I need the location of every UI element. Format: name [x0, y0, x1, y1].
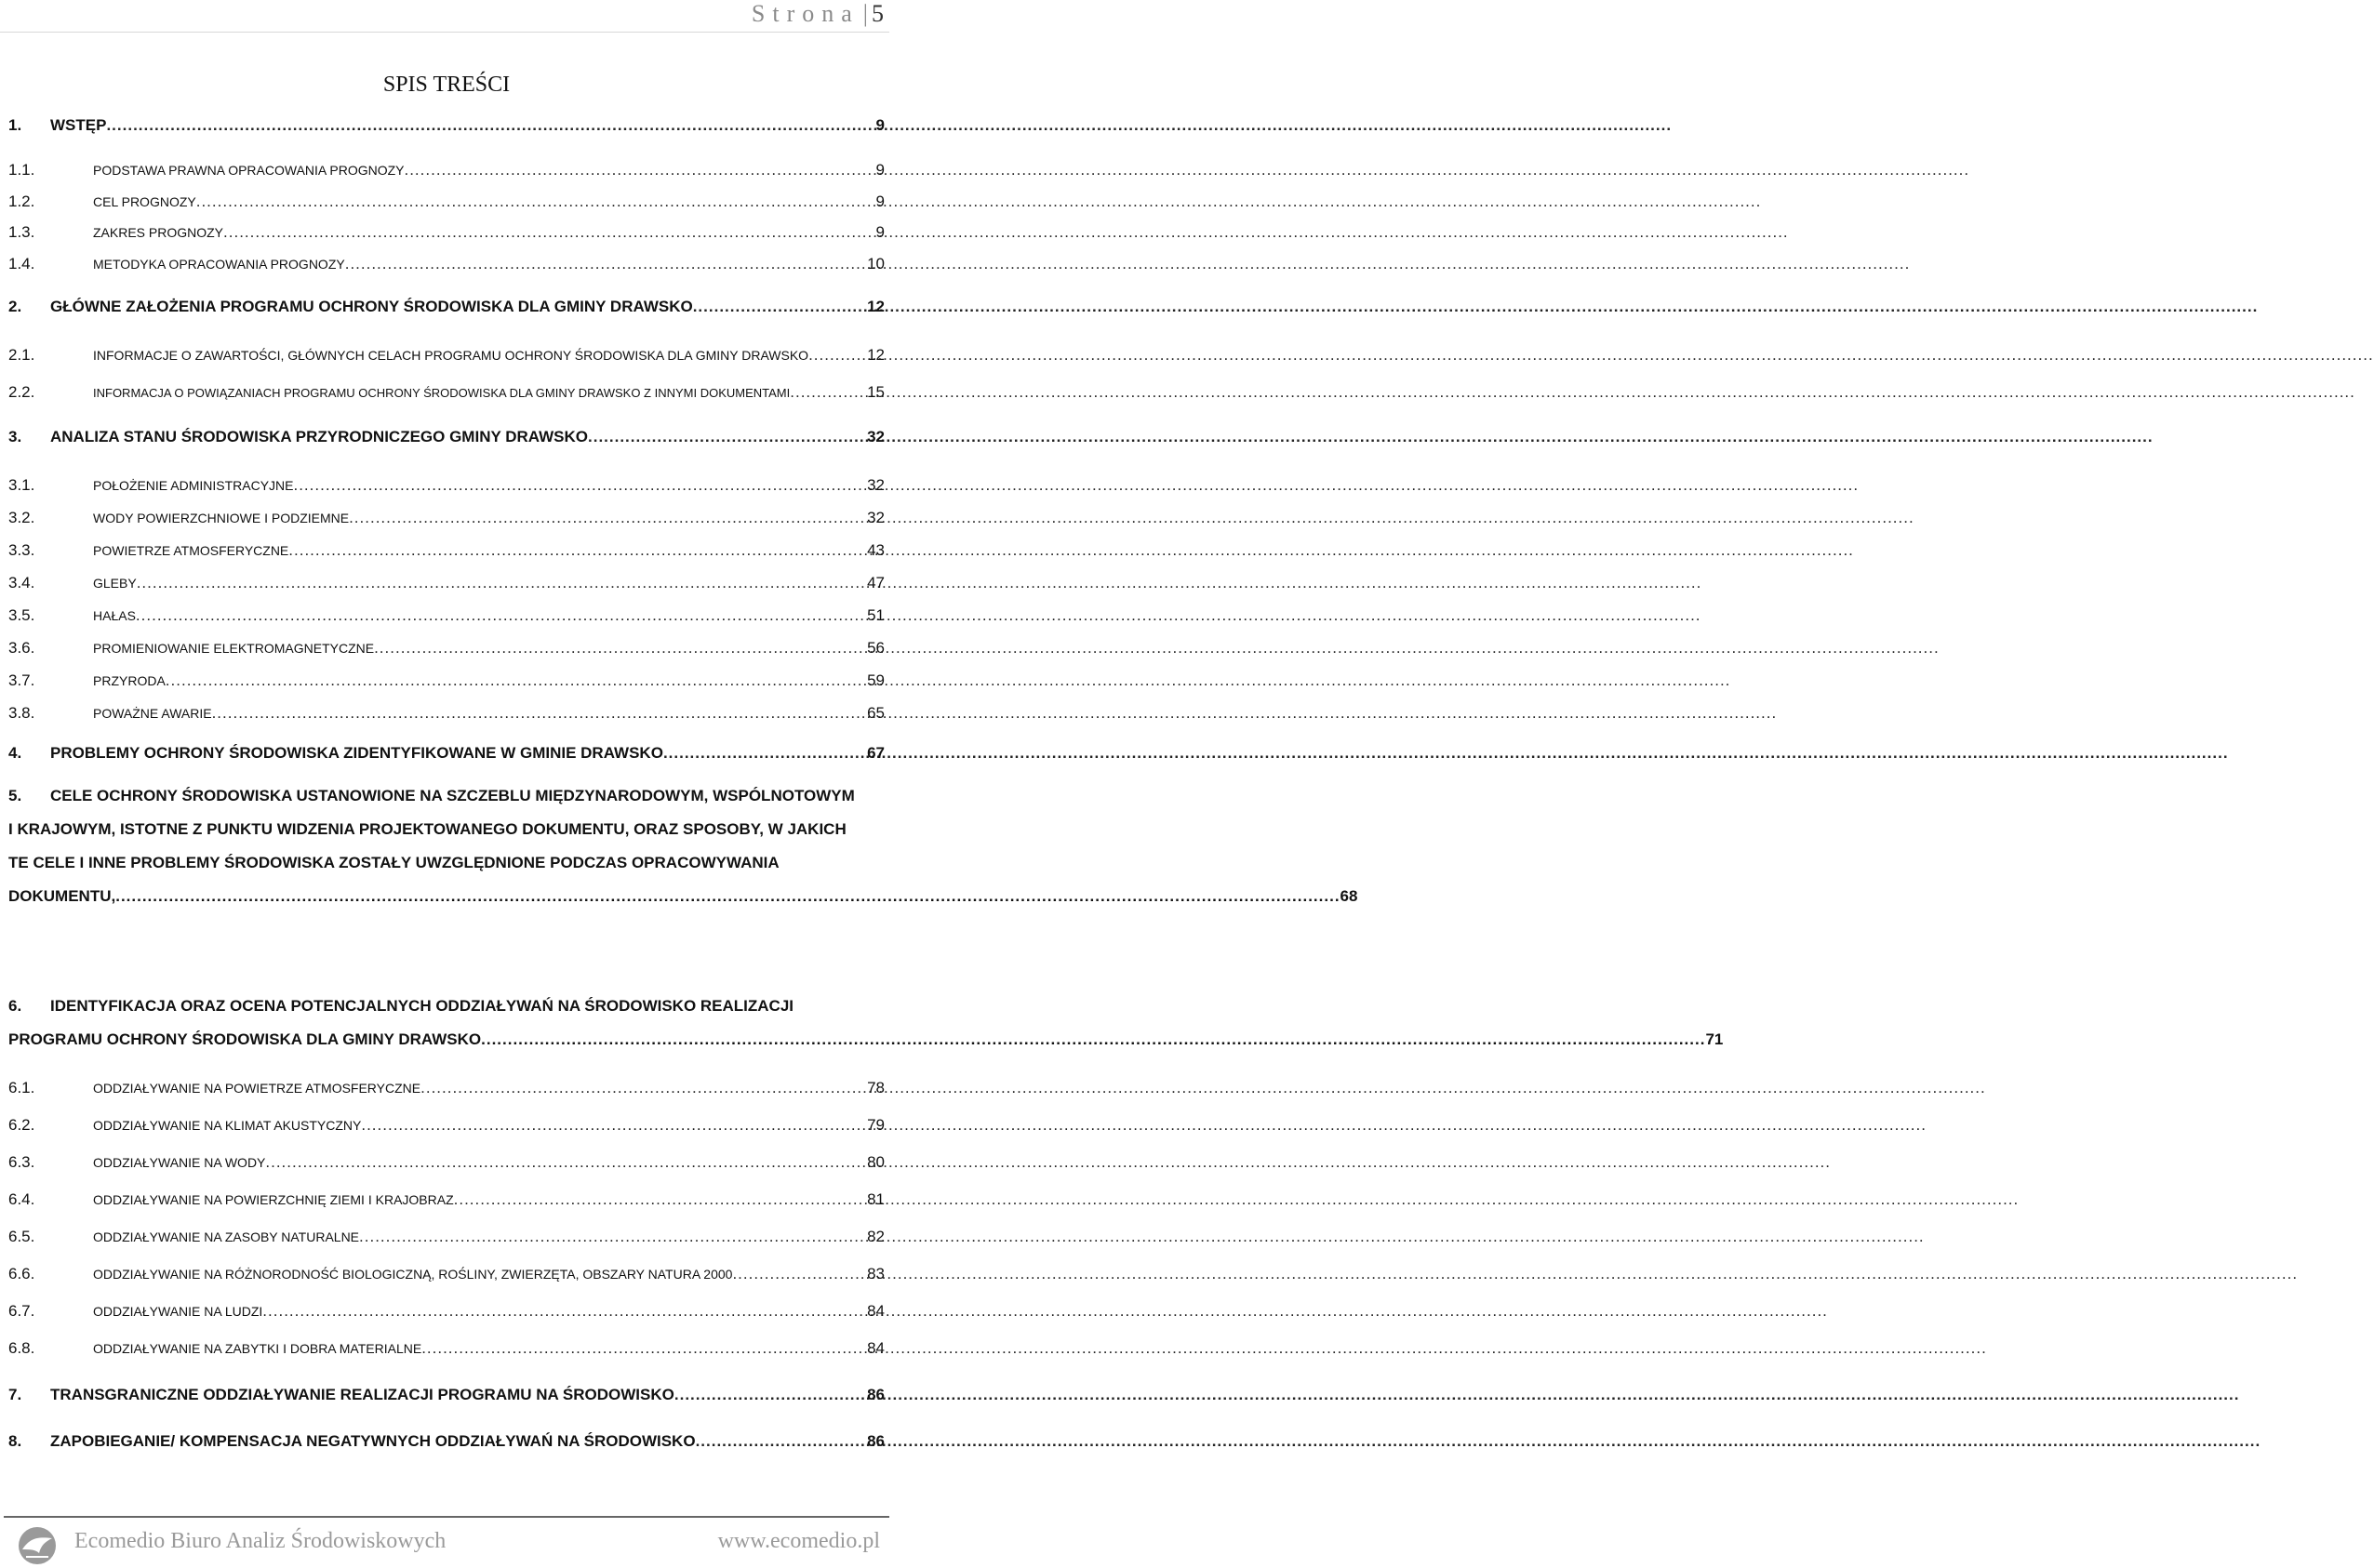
toc-leader — [790, 383, 865, 402]
toc-number: 3.1. — [8, 476, 35, 494]
toc-number: 7. — [8, 1386, 22, 1403]
toc-number: 3.3. — [8, 541, 35, 559]
toc-label: PROMIENIOWANIE ELEKTROMAGNETYCZNE — [93, 641, 375, 656]
toc-entry[interactable] — [8, 1339, 885, 1358]
toc-entry[interactable] — [8, 428, 885, 446]
toc-entry[interactable] — [8, 1190, 885, 1209]
toc-label: TRANSGRANICZNE ODDZIAŁYWANIE REALIZACJI PROGRAMU NA ŚRODOWISKO — [50, 1386, 674, 1403]
toc-page: 84 — [867, 1302, 885, 1320]
toc-number: 3.5. — [8, 606, 35, 624]
toc-entry[interactable] — [8, 1228, 885, 1246]
toc-label: POŁOŻENIE ADMINISTRACYJNE — [93, 478, 294, 493]
toc-number: 1.2. — [8, 193, 35, 210]
toc-number: 6.7. — [8, 1302, 35, 1320]
toc-label-line: TE CELE I INNE PROBLEMY ŚRODOWISKA ZOSTAŁY UWZGLĘDNIONE PODCZAS OPRACOWYWANIA — [8, 854, 780, 871]
toc-label-line: DOKUMENTU, — [8, 887, 116, 905]
toc-entry[interactable] — [8, 509, 885, 527]
toc-label: METODYKA OPRACOWANIA PROGNOZY — [93, 257, 345, 272]
toc-page: 9 — [875, 161, 885, 179]
toc-label: ODDZIAŁYWANIE NA ZABYTKI I DOBRA MATERIALNE — [93, 1341, 422, 1356]
toc-entry[interactable] — [8, 1386, 885, 1404]
toc-leader — [345, 255, 865, 273]
toc-entry[interactable] — [8, 116, 885, 135]
toc-leader — [293, 476, 865, 495]
toc-entry[interactable] — [8, 671, 885, 690]
toc-page: 86 — [867, 1386, 885, 1403]
toc-entry-multiline[interactable] — [8, 779, 1358, 913]
toc-number: 1.3. — [8, 223, 35, 241]
toc-page: 71 — [1705, 1030, 1724, 1048]
toc-page: 80 — [867, 1153, 885, 1171]
toc-label: PODSTAWA PRAWNA OPRACOWANIA PROGNOZY — [93, 163, 405, 178]
toc-entry[interactable] — [8, 383, 885, 402]
toc-page: 43 — [867, 541, 885, 559]
toc-entry[interactable] — [8, 1153, 885, 1172]
toc-number: 6.2. — [8, 1116, 35, 1134]
toc-page: 86 — [867, 1432, 885, 1450]
toc-label-line: I KRAJOWYM, ISTOTNE Z PUNKTU WIDZENIA PROJEKTOWANEGO DOKUMENTU, ORAZ SPOSOBY, W JAKICH — [8, 820, 847, 838]
toc-number: 6.1. — [8, 1079, 35, 1096]
toc-leader — [588, 428, 865, 446]
toc-label: WSTĘP — [50, 116, 107, 134]
toc-page: 10 — [867, 255, 885, 272]
page-footer — [0, 1516, 893, 1568]
toc-entry[interactable] — [8, 346, 885, 365]
toc-leader — [420, 1079, 865, 1097]
toc-entry[interactable] — [8, 1116, 885, 1135]
toc-entry-multiline[interactable] — [8, 990, 1724, 1056]
toc-page: 32 — [867, 428, 885, 445]
page-header — [0, 0, 889, 33]
footer-rule — [4, 1516, 889, 1518]
toc-leader — [693, 298, 865, 316]
toc-label-line: PROGRAMU OCHRONY ŚRODOWISKA DLA GMINY DRAWSKO — [8, 1030, 482, 1048]
toc-entry[interactable] — [8, 298, 885, 316]
toc-entry[interactable] — [8, 193, 885, 211]
toc-entry[interactable] — [8, 744, 885, 763]
toc-page: 84 — [867, 1339, 885, 1357]
toc-number: 8. — [8, 1432, 22, 1450]
toc-number: 3.2. — [8, 509, 35, 526]
toc-entry[interactable] — [8, 1079, 885, 1097]
toc-page: 15 — [867, 383, 885, 401]
toc-page: 9 — [875, 223, 885, 241]
toc-entry[interactable] — [8, 1265, 885, 1283]
toc-label: POWIETRZE ATMOSFERYCZNE — [93, 543, 289, 558]
toc-number: 5. — [8, 787, 22, 804]
toc-number: 1.1. — [8, 161, 35, 179]
toc-number: 2.2. — [8, 383, 35, 401]
toc-page: 32 — [867, 476, 885, 494]
toc-entry[interactable] — [8, 606, 885, 625]
eagle-logo-icon — [17, 1525, 58, 1566]
toc-leader — [265, 1153, 865, 1172]
toc-number: 6. — [8, 997, 22, 1015]
toc-number: 3.4. — [8, 574, 35, 591]
toc-label: ODDZIAŁYWANIE NA POWIETRZE ATMOSFERYCZNE — [93, 1081, 421, 1096]
toc-leader — [223, 223, 874, 242]
toc-label: ODDZIAŁYWANIE NA WODY — [93, 1155, 266, 1170]
toc-number: 1.4. — [8, 255, 35, 272]
toc-number: 6.8. — [8, 1339, 35, 1357]
toc-label: ODDZIAŁYWANIE NA RÓŻNORODNOŚĆ BIOLOGICZNĄ, ROŚLINY, ZWIERZĘTA, OBSZARY NATURA 2000 — [93, 1267, 733, 1282]
toc-leader — [808, 346, 865, 365]
toc-entry[interactable] — [8, 1302, 885, 1321]
toc-page: 12 — [867, 346, 885, 364]
toc-label: CEL PROGNOZY — [93, 194, 196, 209]
toc-leader — [374, 639, 865, 658]
toc-leader — [361, 1116, 865, 1135]
toc-leader — [404, 161, 874, 179]
toc-page: 65 — [867, 704, 885, 722]
toc-number: 3. — [8, 428, 22, 445]
toc-number: 2.1. — [8, 346, 35, 364]
toc-entry[interactable] — [8, 541, 885, 560]
toc-number: 4. — [8, 744, 22, 762]
toc-label: INFORMACJA O POWIĄZANIACH PROGRAMU OCHRONY ŚRODOWISKA DLA GMINY DRAWSKO Z INNYMI DOKUMENTAMI — [93, 386, 791, 400]
toc-leader — [137, 574, 865, 592]
toc-entry[interactable] — [8, 161, 885, 179]
toc-label: ODDZIAŁYWANIE NA ZASOBY NATURALNE — [93, 1229, 360, 1244]
toc-leader — [732, 1265, 865, 1283]
toc-label: POWAŻNE AWARIE — [93, 706, 212, 721]
toc-leader — [481, 1023, 1705, 1056]
toc-leader — [454, 1190, 865, 1209]
toc-page: 51 — [867, 606, 885, 624]
toc-page: 82 — [867, 1228, 885, 1245]
toc-page: 56 — [867, 639, 885, 657]
toc-entry[interactable] — [8, 255, 885, 273]
toc-label: PRZYRODA — [93, 673, 166, 688]
toc-label: ANALIZA STANU ŚRODOWISKA PRZYRODNICZEGO GMINY DRAWSKO — [50, 428, 588, 445]
toc-page: 79 — [867, 1116, 885, 1134]
toc-page: 12 — [867, 298, 885, 315]
toc-page: 78 — [867, 1079, 885, 1096]
toc-page: 83 — [867, 1265, 885, 1282]
footer-website[interactable]: www.ecomedio.pl — [717, 1529, 880, 1553]
toc-entry[interactable] — [8, 574, 885, 592]
toc-label: ZAKRES PROGNOZY — [93, 225, 224, 240]
toc-leader — [696, 1432, 866, 1451]
toc-number: 6.3. — [8, 1153, 35, 1171]
toc-label: ODDZIAŁYWANIE NA LUDZI — [93, 1304, 263, 1319]
footer-company: Ecomedio Biuro Analiz Środowiskowych — [74, 1529, 447, 1553]
toc-entry[interactable] — [8, 476, 885, 495]
toc-leader — [262, 1302, 865, 1321]
toc-label-line: CELE OCHRONY ŚRODOWISKA USTANOWIONE NA SZCZEBLU MIĘDZYNARODOWYM, WSPÓLNOTOWYM — [50, 787, 855, 804]
toc-number: 6.4. — [8, 1190, 35, 1208]
toc-leader — [212, 704, 866, 723]
toc-label: ODDZIAŁYWANIE NA KLIMAT AKUSTYCZNY — [93, 1118, 362, 1133]
toc-leader — [166, 671, 865, 690]
toc-page: 47 — [867, 574, 885, 591]
toc-label-line: IDENTYFIKACJA ORAZ OCENA POTENCJALNYCH ODDZIAŁYWAŃ NA ŚRODOWISKO REALIZACJI — [50, 997, 794, 1015]
toc-leader — [349, 509, 865, 527]
toc-page: 59 — [867, 671, 885, 689]
toc-label: PROBLEMY OCHRONY ŚRODOWISKA ZIDENTYFIKOWANE W GMINIE DRAWSKO — [50, 744, 663, 762]
toc-label: ODDZIAŁYWANIE NA POWIERZCHNIĘ ZIEMI I KRAJOBRAZ — [93, 1192, 454, 1207]
toc-number: 1. — [8, 116, 22, 134]
toc-entry[interactable] — [8, 223, 885, 242]
toc-page: 9 — [875, 193, 885, 210]
toc-page: 9 — [875, 116, 885, 134]
toc-label: INFORMACJE O ZAWARTOŚCI, GŁÓWNYCH CELACH PROGRAMU OCHRONY ŚRODOWISKA DLA GMINY DRAWSKO — [93, 348, 809, 363]
page-number-label — [752, 0, 884, 28]
toc-label: GLEBY — [93, 576, 137, 591]
toc-leader — [115, 880, 1340, 913]
toc-label: WODY POWIERZCHNIOWE I PODZIEMNE — [93, 511, 350, 525]
toc-leader — [196, 193, 874, 211]
toc-leader — [106, 116, 874, 135]
header-separator: | — [862, 0, 868, 27]
toc-number: 2. — [8, 298, 22, 315]
toc-label: GŁÓWNE ZAŁOŻENIA PROGRAMU OCHRONY ŚRODOWISKA DLA GMINY DRAWSKO — [50, 298, 693, 315]
toc-leader — [674, 1386, 865, 1404]
page-word: Strona — [751, 0, 860, 27]
toc-page: 68 — [1340, 887, 1358, 905]
toc-leader — [359, 1228, 865, 1246]
toc-number: 3.8. — [8, 704, 35, 722]
toc-leader — [663, 744, 865, 763]
toc-page: 32 — [867, 509, 885, 526]
toc-title: SPIS TREŚCI — [382, 73, 511, 97]
toc-entry[interactable] — [8, 639, 885, 658]
toc-page: 67 — [867, 744, 885, 762]
page-number: 5 — [872, 0, 884, 27]
toc-entry[interactable] — [8, 1432, 885, 1451]
toc-page: 81 — [867, 1190, 885, 1208]
toc-number: 3.6. — [8, 639, 35, 657]
toc-leader — [136, 606, 865, 625]
toc-number: 6.5. — [8, 1228, 35, 1245]
toc-label: HAŁAS — [93, 608, 136, 623]
toc-entry[interactable] — [8, 704, 885, 723]
toc-number: 3.7. — [8, 671, 35, 689]
toc-number: 6.6. — [8, 1265, 35, 1282]
toc-label: ZAPOBIEGANIE/ KOMPENSACJA NEGATYWNYCH ODDZIAŁYWAŃ NA ŚRODOWISKO — [50, 1432, 696, 1450]
toc-leader — [421, 1339, 865, 1358]
toc-leader — [288, 541, 865, 560]
